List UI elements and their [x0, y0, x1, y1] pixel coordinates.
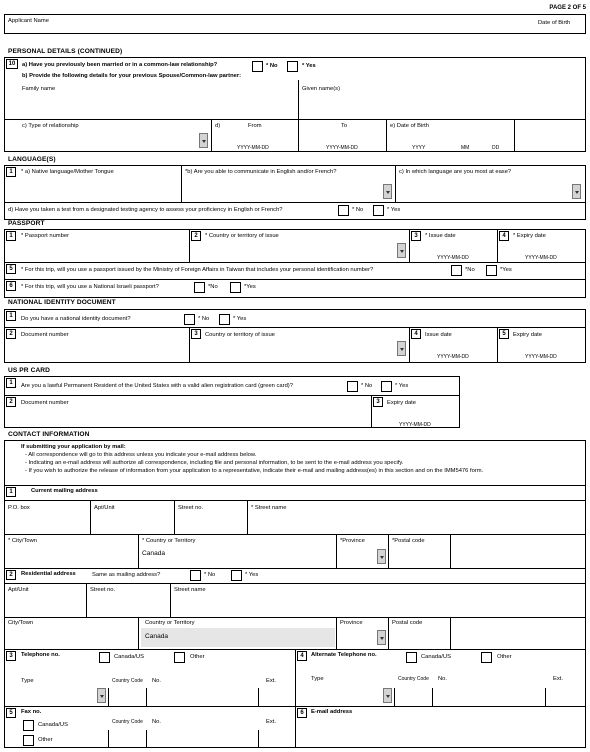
current-mailing-label: Current mailing address [31, 488, 98, 494]
alt-type-dropdown[interactable] [383, 688, 392, 703]
nid-question: Do you have a national identity document? [21, 316, 131, 322]
divider [336, 617, 337, 649]
applicant-name-label: Applicant Name [8, 18, 49, 24]
divider [371, 395, 372, 428]
english-french-dropdown[interactable] [383, 184, 392, 199]
fax-country-code-label: Country Code [112, 719, 143, 725]
tel-other-label: Other [190, 654, 205, 660]
partner-dob-label: e) Date of Birth [390, 123, 429, 129]
passport-expiry-label: * Expiry date [513, 233, 546, 239]
divider [174, 500, 175, 534]
po-box-label[interactable]: P.O. box [8, 505, 30, 511]
fax-no-label: No. [152, 719, 162, 725]
divider [298, 119, 299, 152]
divider [258, 730, 259, 748]
married-question: a) Have you previously been married or in a common-law relationship? [22, 62, 218, 68]
field-number: 3 [373, 397, 383, 407]
divider [108, 730, 109, 748]
tel-ext-label: Ext. [266, 678, 276, 684]
divider [450, 617, 451, 649]
section-title-passport: PASSPORT [8, 220, 45, 227]
taiwan-yes-label: *Yes [500, 267, 512, 273]
divider [395, 165, 396, 202]
field-number: 2 [6, 397, 16, 407]
fax-other-label: Other [38, 737, 53, 743]
section-title-contact: CONTACT INFORMATION [8, 431, 90, 438]
residential-label: Residential address [21, 571, 76, 577]
page-number: PAGE 2 OF 5 [549, 5, 586, 11]
res-street-name-label[interactable]: Street name [174, 587, 206, 593]
passport-country-dropdown[interactable] [397, 243, 406, 258]
same-no-checkbox[interactable] [190, 570, 201, 581]
israeli-yes-label: *Yes [244, 284, 256, 290]
relationship-type-label: c) Type of relationship [22, 123, 79, 129]
divider [450, 534, 451, 568]
field-number: 3 [191, 329, 201, 339]
tel-type-dropdown[interactable] [97, 688, 106, 703]
divider [4, 500, 586, 501]
divider [189, 229, 190, 262]
given-names-label[interactable]: Given name(s) [302, 86, 341, 92]
alt-other-checkbox[interactable] [481, 652, 492, 663]
field-number: 5 [6, 708, 16, 718]
divider [108, 688, 109, 706]
english-french-label: *b) Are you able to communicate in English and/or French? [185, 169, 337, 175]
divider [432, 688, 433, 706]
divider [170, 583, 171, 617]
province-dropdown[interactable] [377, 549, 386, 564]
divider [247, 500, 248, 534]
fax-canada-label: Canada/US [38, 722, 68, 728]
taiwan-yes-checkbox[interactable] [486, 265, 497, 276]
uspr-yes-checkbox[interactable] [381, 381, 392, 392]
uspr-expiry-label: Expiry date [387, 400, 416, 406]
divider [138, 534, 139, 568]
uspr-no-checkbox[interactable] [347, 381, 358, 392]
field-number: 6 [297, 708, 307, 718]
taiwan-no-checkbox[interactable] [451, 265, 462, 276]
uspr-no-label: * No [361, 383, 373, 389]
res-country-value: Canada [145, 633, 169, 640]
nid-expiry-format: YYYY-MM-DD [525, 354, 557, 360]
married-no-checkbox[interactable] [252, 61, 263, 72]
divider [4, 485, 586, 486]
divider [90, 500, 91, 534]
field-number: 1 [6, 378, 16, 388]
mail-bullet: - All correspondence will go to this address unless you indicate your e-mail address below. [25, 452, 257, 458]
tel-country-code-label: Country Code [112, 678, 143, 684]
street-name-label[interactable]: * Street name [251, 505, 287, 511]
divider [4, 279, 586, 280]
nid-no-checkbox[interactable] [184, 314, 195, 325]
from-label: From [248, 123, 262, 129]
res-city-label[interactable]: City/Town [8, 620, 34, 626]
divider [497, 327, 498, 363]
divider [211, 119, 212, 152]
field-number: 2 [191, 231, 201, 241]
divider [4, 617, 586, 618]
mail-bullet: - If you wish to authorize the release of information from your application to a representative, indicate their e-mail and mailing address(es) in this section and on the IMM5476 form. [25, 468, 484, 474]
divider [4, 262, 586, 263]
married-no-label: * No [266, 63, 278, 69]
fax-label: Fax no. [21, 709, 42, 715]
tel-canada-label: Canada/US [114, 654, 144, 660]
divider [4, 327, 586, 328]
res-apt-label[interactable]: Apt/Unit [8, 587, 29, 593]
field-number: 2 [6, 329, 16, 339]
divider [409, 327, 410, 363]
field-number: 1 [6, 231, 16, 241]
tel-other-checkbox[interactable] [174, 652, 185, 663]
uspr-question: Are you a lawful Permanent Resident of the United States with a valid alien registration card (green card)? [21, 383, 293, 389]
street-no-label[interactable]: Street no. [178, 505, 204, 511]
date-of-birth-label: Date of Birth [538, 20, 571, 26]
divider [258, 688, 259, 706]
family-name-label[interactable]: Family name [22, 86, 56, 92]
alt-telephone-label: Alternate Telephone no. [311, 652, 377, 658]
divider [181, 165, 182, 202]
married-yes-checkbox[interactable] [287, 61, 298, 72]
uspr-expiry-format: YYYY-MM-DD [399, 422, 431, 428]
divider [545, 688, 546, 706]
tel-type-label: Type [21, 678, 34, 684]
israeli-no-checkbox[interactable] [194, 282, 205, 293]
same-yes-label: * Yes [245, 572, 259, 578]
field-number: 2 [6, 570, 16, 580]
nid-yes-checkbox[interactable] [219, 314, 230, 325]
nid-country-label: Country or territory of issue [205, 332, 275, 338]
passport-number-label[interactable]: * Passport number [21, 233, 70, 239]
email-label[interactable]: E-mail address [311, 709, 353, 715]
divider [4, 119, 586, 120]
field-number: 1 [6, 311, 16, 321]
field-number: 3 [6, 651, 16, 661]
divider [298, 80, 299, 120]
alt-canada-label: Canada/US [421, 654, 451, 660]
nid-issue-format: YYYY-MM-DD [437, 354, 469, 360]
alt-type-label: Type [311, 676, 324, 682]
most-at-ease-dropdown[interactable] [572, 184, 581, 199]
tel-canada-checkbox[interactable] [99, 652, 110, 663]
taiwan-no-label: *No [465, 267, 475, 273]
passport-issue-format: YYYY-MM-DD [437, 255, 469, 261]
divider [4, 568, 586, 569]
israeli-yes-checkbox[interactable] [230, 282, 241, 293]
fax-canada-checkbox[interactable] [23, 720, 34, 731]
country-value[interactable]: Canada [142, 550, 166, 557]
divider [4, 583, 586, 584]
telephone-label: Telephone no. [21, 652, 60, 658]
field-number: 1 [6, 167, 16, 177]
divider [86, 583, 87, 617]
divider [386, 119, 387, 152]
res-country-label: Country or Territory [145, 620, 195, 626]
partner-details-instruction: b) Provide the following details for your previous Spouse/Common-law partner: [22, 73, 242, 79]
fax-other-checkbox[interactable] [23, 735, 34, 746]
res-country-field[interactable] [141, 628, 335, 647]
uspr-document-label[interactable]: Document number [21, 400, 69, 406]
nid-yes-label: * Yes [233, 316, 247, 322]
native-language-label: * a) Native language/Mother Tongue [21, 169, 114, 175]
divider [409, 229, 410, 262]
language-test-yes-checkbox[interactable] [373, 205, 384, 216]
same-no-label: * No [204, 572, 216, 578]
divider [394, 688, 395, 706]
dob-dd: DD [492, 145, 500, 151]
field-number: 4 [411, 329, 421, 339]
dob-yyyy: YYYY [412, 145, 426, 151]
mail-instruction: If submitting your application by mail: [21, 444, 126, 450]
to-format: YYYY-MM-DD [326, 145, 358, 151]
field-number: 5 [499, 329, 509, 339]
language-test-question: d) Have you taken a test from a designated testing agency to assess your proficiency in English or French? [8, 207, 283, 213]
divider [4, 534, 586, 535]
section-title-nid: NATIONAL IDENTITY DOCUMENT [8, 299, 116, 306]
divider [189, 327, 190, 363]
divider [497, 229, 498, 262]
divider [336, 534, 337, 568]
divider [138, 617, 139, 649]
language-test-no-label: * No [352, 207, 364, 213]
israeli-passport-question: * For this trip, will you use a National Israeli passport? [21, 284, 159, 290]
divider [146, 688, 147, 706]
to-label: To [341, 123, 348, 129]
passport-country-label: * Country or territory of issue [205, 233, 279, 239]
nid-issue-label: Issue date [425, 332, 452, 338]
city-label[interactable]: * City/Town [8, 538, 37, 544]
field-number: 5 [6, 264, 16, 274]
nid-country-dropdown[interactable] [397, 341, 406, 356]
nid-expiry-label: Expiry date [513, 332, 542, 338]
from-format: YYYY-MM-DD [237, 145, 269, 151]
relationship-type-dropdown[interactable] [199, 133, 208, 148]
same-yes-checkbox[interactable] [231, 570, 242, 581]
section-title-personal: PERSONAL DETAILS (CONTINUED) [8, 48, 123, 55]
same-as-mailing-question: Same as mailing address? [92, 572, 161, 578]
res-province-label: Province [340, 620, 363, 626]
alt-no-label: No. [438, 676, 448, 682]
divider [514, 119, 515, 152]
apt-unit-label[interactable]: Apt/Unit [94, 505, 115, 511]
section-title-uspr: US PR CARD [8, 367, 51, 374]
alt-ext-label: Ext. [553, 676, 563, 682]
res-street-no-label[interactable]: Street no. [90, 587, 116, 593]
d-label: d) [215, 123, 221, 129]
postal-code-label[interactable]: *Postal code [392, 538, 425, 544]
divider [146, 730, 147, 748]
res-postal-label[interactable]: Postal code [392, 620, 423, 626]
section-title-languages: LANGUAGE(S) [8, 156, 56, 163]
field-number: 6 [6, 281, 16, 291]
fax-ext-label: Ext. [266, 719, 276, 725]
alt-canada-checkbox[interactable] [406, 652, 417, 663]
field-number: 3 [411, 231, 421, 241]
alt-country-code-label: Country Code [398, 676, 429, 682]
nid-no-label: * No [198, 316, 210, 322]
divider [4, 706, 586, 707]
mail-bullet: - Indicating an e-mail address will authorize all correspondence, including file and personal information, to be sent to the e-mail address you specify. [25, 460, 404, 466]
field-number: 4 [297, 651, 307, 661]
taiwan-passport-question: * For this trip, will you use a passport issued by the Ministry of Foreign Affairs in Taiwan that includes your personal identification number? [21, 267, 374, 273]
married-yes-label: * Yes [302, 63, 316, 69]
divider [4, 395, 460, 396]
divider [388, 617, 389, 649]
divider [388, 534, 389, 568]
language-test-yes-label: * Yes [387, 207, 401, 213]
alt-other-label: Other [497, 654, 512, 660]
passport-issue-label: * Issue date [425, 233, 456, 239]
res-province-dropdown[interactable] [377, 630, 386, 645]
most-at-ease-label: c) In which language are you most at ease? [399, 169, 512, 175]
divider [295, 649, 296, 748]
country-label: * Country or Territory [142, 538, 196, 544]
tel-no-label: No. [152, 678, 162, 684]
uspr-yes-label: * Yes [395, 383, 409, 389]
field-number: 1 [6, 487, 16, 497]
field-number: 10 [6, 59, 18, 69]
header-box [4, 14, 586, 34]
israeli-no-label: *No [208, 284, 218, 290]
dob-mm: MM [461, 145, 470, 151]
province-label: *Province [340, 538, 365, 544]
divider [4, 202, 586, 203]
field-number: 4 [499, 231, 509, 241]
passport-expiry-format: YYYY-MM-DD [525, 255, 557, 261]
language-test-no-checkbox[interactable] [338, 205, 349, 216]
nid-document-label[interactable]: Document number [21, 332, 69, 338]
